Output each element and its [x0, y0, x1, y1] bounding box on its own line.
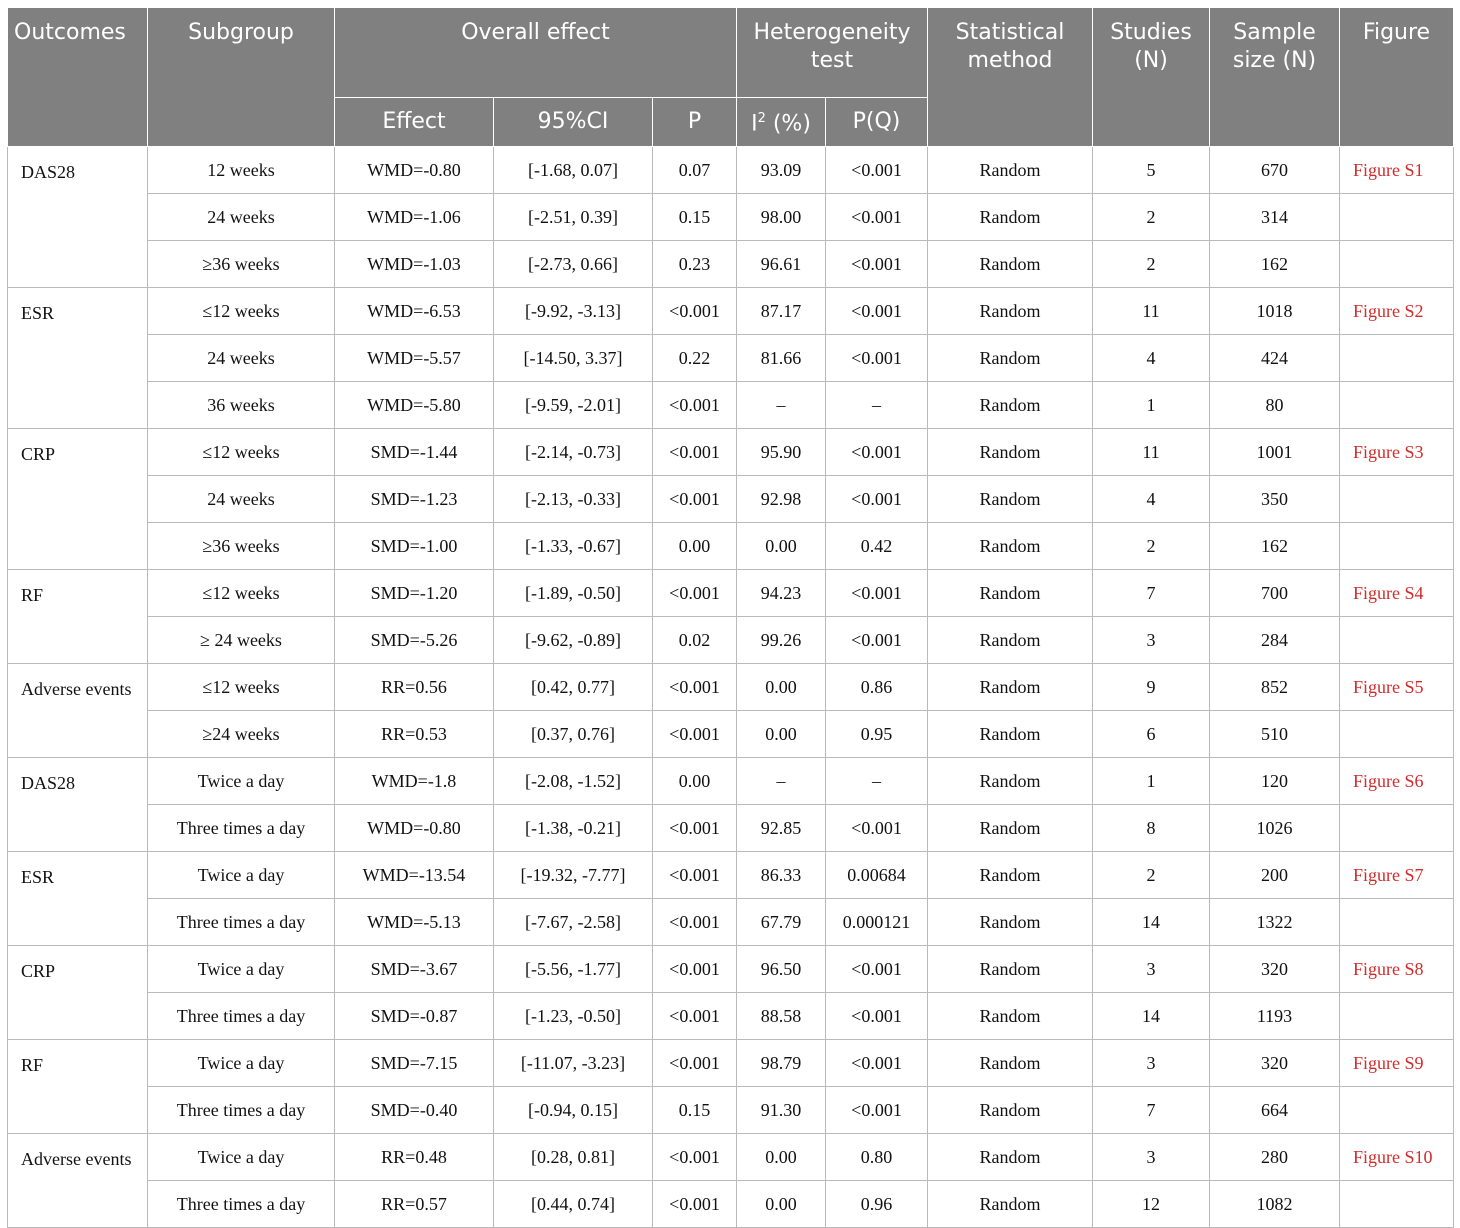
header-sample-size [1210, 8, 1340, 147]
table-row [8, 523, 1454, 570]
cell-studies: 11 [1093, 429, 1210, 476]
cell-method: Random [928, 1181, 1093, 1228]
cell-sample: 1018 [1210, 288, 1340, 335]
cell-method: Random [928, 617, 1093, 664]
cell-studies: 3 [1093, 1040, 1210, 1087]
cell-method: Random [928, 194, 1093, 241]
cell-method: Random [928, 241, 1093, 288]
cell-subgroup: Twice a day [148, 946, 335, 993]
cell-i2: 88.58 [737, 993, 826, 1040]
cell-ci: [-9.92, -3.13] [494, 288, 653, 335]
cell-pq: 0.42 [826, 523, 928, 570]
cell-i2: 92.85 [737, 805, 826, 852]
cell-studies: 7 [1093, 1087, 1210, 1134]
cell-ci: [-7.67, -2.58] [494, 899, 653, 946]
cell-effect: SMD=-0.40 [335, 1087, 494, 1134]
table-body [8, 147, 1454, 1228]
table-row [8, 711, 1454, 758]
cell-p: 0.15 [653, 1087, 737, 1134]
cell-p: 0.00 [653, 523, 737, 570]
cell-pq: <0.001 [826, 241, 928, 288]
header-sample-line2: size (N) [1232, 48, 1317, 73]
cell-i2: 93.09 [737, 147, 826, 194]
cell-subgroup: ≤12 weeks [148, 429, 335, 476]
cell-ci: [-1.38, -0.21] [494, 805, 653, 852]
table-row [8, 382, 1454, 429]
table-row [8, 1181, 1454, 1228]
cell-method: Random [928, 993, 1093, 1040]
cell-p: 0.22 [653, 335, 737, 382]
cell-studies: 4 [1093, 476, 1210, 523]
cell-method: Random [928, 476, 1093, 523]
cell-method: Random [928, 382, 1093, 429]
cell-studies: 9 [1093, 664, 1210, 711]
cell-sample: 350 [1210, 476, 1340, 523]
cell-i2: 96.50 [737, 946, 826, 993]
cell-ci: [-2.73, 0.66] [494, 241, 653, 288]
cell-subgroup: 12 weeks [148, 147, 335, 194]
cell-i2: 0.00 [737, 523, 826, 570]
cell-studies: 5 [1093, 147, 1210, 194]
cell-sample: 510 [1210, 711, 1340, 758]
cell-subgroup: ≤12 weeks [148, 664, 335, 711]
cell-effect: WMD=-0.80 [335, 147, 494, 194]
table-row [8, 1087, 1454, 1134]
cell-effect: WMD=-1.06 [335, 194, 494, 241]
header-studies-line2: (N) [1134, 48, 1168, 73]
cell-subgroup: Twice a day [148, 758, 335, 805]
cell-subgroup: Three times a day [148, 993, 335, 1040]
cell-studies: 1 [1093, 758, 1210, 805]
cell-outcome: DAS28 [8, 758, 148, 852]
cell-p: <0.001 [653, 852, 737, 899]
cell-i2: 86.33 [737, 852, 826, 899]
cell-sample: 424 [1210, 335, 1340, 382]
cell-pq: 0.95 [826, 711, 928, 758]
table-row [8, 1040, 1454, 1087]
header-i2-base: I [751, 111, 758, 137]
cell-effect: WMD=-1.8 [335, 758, 494, 805]
cell-effect: WMD=-13.54 [335, 852, 494, 899]
cell-p: <0.001 [653, 946, 737, 993]
cell-p: <0.001 [653, 1134, 737, 1181]
header-studies [1093, 8, 1210, 147]
cell-effect: WMD=-0.80 [335, 805, 494, 852]
cell-sample: 200 [1210, 852, 1340, 899]
cell-p: 0.23 [653, 241, 737, 288]
header-statistical-method [928, 8, 1093, 147]
cell-pq: 0.000121 [826, 899, 928, 946]
cell-i2: – [737, 382, 826, 429]
cell-ci: [-9.62, -0.89] [494, 617, 653, 664]
cell-studies: 2 [1093, 241, 1210, 288]
header-heterogeneity [737, 8, 928, 98]
cell-pq: 0.00684 [826, 852, 928, 899]
cell-figure-empty [1340, 711, 1454, 758]
cell-outcome: Adverse events [8, 1134, 148, 1228]
cell-method: Random [928, 335, 1093, 382]
cell-ci: [0.28, 0.81] [494, 1134, 653, 1181]
cell-sample: 664 [1210, 1087, 1340, 1134]
cell-method: Random [928, 758, 1093, 805]
cell-ci: [-19.32, -7.77] [494, 852, 653, 899]
table-row [8, 852, 1454, 899]
cell-p: 0.15 [653, 194, 737, 241]
cell-method: Random [928, 523, 1093, 570]
cell-figure-empty [1340, 805, 1454, 852]
cell-figure-empty [1340, 335, 1454, 382]
cell-studies: 3 [1093, 946, 1210, 993]
figure-link[interactable]: Figure S6 [1340, 758, 1454, 805]
cell-i2: 0.00 [737, 1134, 826, 1181]
cell-figure-empty [1340, 241, 1454, 288]
cell-pq: – [826, 758, 928, 805]
figure-link[interactable]: Figure S7 [1340, 852, 1454, 899]
cell-p: <0.001 [653, 429, 737, 476]
cell-figure-empty [1340, 617, 1454, 664]
cell-pq: <0.001 [826, 993, 928, 1040]
cell-i2: 0.00 [737, 1181, 826, 1228]
cell-p: <0.001 [653, 1181, 737, 1228]
cell-p: <0.001 [653, 570, 737, 617]
table-row [8, 993, 1454, 1040]
header-sample-line1: Sample [1233, 20, 1316, 45]
header-subgroup: Subgroup [148, 8, 335, 147]
cell-p: <0.001 [653, 382, 737, 429]
cell-subgroup: ≤12 weeks [148, 288, 335, 335]
cell-studies: 2 [1093, 523, 1210, 570]
cell-figure-empty [1340, 194, 1454, 241]
cell-method: Random [928, 664, 1093, 711]
cell-studies: 3 [1093, 1134, 1210, 1181]
cell-i2: 94.23 [737, 570, 826, 617]
cell-i2: 87.17 [737, 288, 826, 335]
cell-studies: 1 [1093, 382, 1210, 429]
cell-subgroup: ≥24 weeks [148, 711, 335, 758]
cell-sample: 700 [1210, 570, 1340, 617]
cell-pq: <0.001 [826, 288, 928, 335]
cell-figure-empty [1340, 1181, 1454, 1228]
header-i2 [737, 98, 826, 147]
cell-effect: RR=0.57 [335, 1181, 494, 1228]
cell-effect: SMD=-1.00 [335, 523, 494, 570]
cell-sample: 320 [1210, 946, 1340, 993]
cell-method: Random [928, 852, 1093, 899]
cell-outcome: CRP [8, 429, 148, 570]
cell-subgroup: Three times a day [148, 1087, 335, 1134]
cell-pq: – [826, 382, 928, 429]
cell-method: Random [928, 1040, 1093, 1087]
cell-studies: 6 [1093, 711, 1210, 758]
cell-effect: SMD=-1.44 [335, 429, 494, 476]
cell-i2: 67.79 [737, 899, 826, 946]
cell-pq: <0.001 [826, 429, 928, 476]
cell-sample: 852 [1210, 664, 1340, 711]
cell-subgroup: 24 weeks [148, 476, 335, 523]
cell-studies: 4 [1093, 335, 1210, 382]
header-studies-line1: Studies [1110, 20, 1192, 45]
figure-link[interactable]: Figure S8 [1340, 946, 1454, 993]
cell-p: <0.001 [653, 1040, 737, 1087]
cell-pq: <0.001 [826, 476, 928, 523]
cell-effect: WMD=-6.53 [335, 288, 494, 335]
cell-effect: SMD=-7.15 [335, 1040, 494, 1087]
header-heterogeneity-line2: test [810, 48, 854, 73]
cell-subgroup: 24 weeks [148, 335, 335, 382]
cell-subgroup: Three times a day [148, 1181, 335, 1228]
cell-ci: [-2.14, -0.73] [494, 429, 653, 476]
header-pq: P(Q) [826, 98, 928, 147]
cell-sample: 314 [1210, 194, 1340, 241]
cell-subgroup: 24 weeks [148, 194, 335, 241]
header-p: P [653, 98, 737, 147]
table-row [8, 194, 1454, 241]
header-stat-line1: Statistical [955, 20, 1065, 45]
cell-studies: 12 [1093, 1181, 1210, 1228]
cell-p: <0.001 [653, 288, 737, 335]
cell-i2: – [737, 758, 826, 805]
table-row [8, 570, 1454, 617]
cell-p: <0.001 [653, 805, 737, 852]
header-stat-line2: method [967, 48, 1053, 73]
cell-sample: 1026 [1210, 805, 1340, 852]
cell-pq: 0.96 [826, 1181, 928, 1228]
cell-effect: SMD=-1.23 [335, 476, 494, 523]
cell-studies: 14 [1093, 993, 1210, 1040]
cell-effect: SMD=-3.67 [335, 946, 494, 993]
cell-sample: 162 [1210, 523, 1340, 570]
cell-p: 0.00 [653, 758, 737, 805]
cell-method: Random [928, 1134, 1093, 1181]
figure-link[interactable]: Figure S3 [1340, 429, 1454, 476]
cell-p: <0.001 [653, 993, 737, 1040]
cell-outcome: RF [8, 570, 148, 664]
cell-method: Random [928, 570, 1093, 617]
cell-effect: RR=0.53 [335, 711, 494, 758]
figure-link[interactable]: Figure S9 [1340, 1040, 1454, 1087]
cell-outcome: CRP [8, 946, 148, 1040]
table-row [8, 758, 1454, 805]
cell-effect: WMD=-5.80 [335, 382, 494, 429]
table-header [8, 8, 1454, 147]
cell-ci: [0.44, 0.74] [494, 1181, 653, 1228]
cell-pq: <0.001 [826, 194, 928, 241]
cell-studies: 14 [1093, 899, 1210, 946]
cell-method: Random [928, 946, 1093, 993]
figure-link[interactable]: Figure S1 [1340, 147, 1454, 194]
cell-i2: 92.98 [737, 476, 826, 523]
cell-method: Random [928, 288, 1093, 335]
cell-studies: 7 [1093, 570, 1210, 617]
table-row [8, 288, 1454, 335]
table-row [8, 147, 1454, 194]
cell-effect: WMD=-5.57 [335, 335, 494, 382]
cell-i2: 98.79 [737, 1040, 826, 1087]
cell-method: Random [928, 147, 1093, 194]
cell-subgroup: 36 weeks [148, 382, 335, 429]
cell-subgroup: Twice a day [148, 852, 335, 899]
cell-ci: [-1.68, 0.07] [494, 147, 653, 194]
figure-link[interactable]: Figure S4 [1340, 570, 1454, 617]
cell-sample: 670 [1210, 147, 1340, 194]
cell-pq: <0.001 [826, 1040, 928, 1087]
cell-effect: WMD=-1.03 [335, 241, 494, 288]
cell-p: <0.001 [653, 899, 737, 946]
cell-ci: [-2.08, -1.52] [494, 758, 653, 805]
cell-subgroup: Three times a day [148, 899, 335, 946]
cell-figure-empty [1340, 899, 1454, 946]
header-heterogeneity-line1: Heterogeneity [753, 20, 911, 45]
cell-effect: SMD=-5.26 [335, 617, 494, 664]
cell-i2: 91.30 [737, 1087, 826, 1134]
cell-ci: [-0.94, 0.15] [494, 1087, 653, 1134]
cell-i2: 81.66 [737, 335, 826, 382]
cell-effect: SMD=-0.87 [335, 993, 494, 1040]
cell-figure-empty [1340, 993, 1454, 1040]
cell-pq: <0.001 [826, 805, 928, 852]
cell-studies: 2 [1093, 852, 1210, 899]
cell-method: Random [928, 805, 1093, 852]
table-row [8, 429, 1454, 476]
cell-pq: 0.80 [826, 1134, 928, 1181]
cell-sample: 1193 [1210, 993, 1340, 1040]
cell-studies: 2 [1093, 194, 1210, 241]
figure-link[interactable]: Figure S2 [1340, 288, 1454, 335]
cell-ci: [-5.56, -1.77] [494, 946, 653, 993]
cell-sample: 162 [1210, 241, 1340, 288]
cell-figure-empty [1340, 1087, 1454, 1134]
cell-pq: <0.001 [826, 617, 928, 664]
header-effect: Effect [335, 98, 494, 147]
table-row [8, 335, 1454, 382]
cell-p: <0.001 [653, 711, 737, 758]
cell-sample: 284 [1210, 617, 1340, 664]
cell-ci: [-2.51, 0.39] [494, 194, 653, 241]
cell-pq: <0.001 [826, 570, 928, 617]
cell-i2: 96.61 [737, 241, 826, 288]
cell-pq: <0.001 [826, 946, 928, 993]
cell-sample: 120 [1210, 758, 1340, 805]
cell-subgroup: Twice a day [148, 1040, 335, 1087]
header-overall-effect: Overall effect [335, 8, 737, 98]
cell-outcome: ESR [8, 288, 148, 429]
cell-subgroup: ≥36 weeks [148, 523, 335, 570]
cell-p: <0.001 [653, 664, 737, 711]
cell-i2: 99.26 [737, 617, 826, 664]
cell-outcome: ESR [8, 852, 148, 946]
cell-outcome: RF [8, 1040, 148, 1134]
cell-studies: 11 [1093, 288, 1210, 335]
cell-effect: WMD=-5.13 [335, 899, 494, 946]
cell-p: 0.02 [653, 617, 737, 664]
table-row [8, 241, 1454, 288]
cell-i2: 95.90 [737, 429, 826, 476]
header-ci: 95%CI [494, 98, 653, 147]
header-figure: Figure [1340, 8, 1454, 147]
cell-ci: [-9.59, -2.01] [494, 382, 653, 429]
cell-subgroup: ≥ 24 weeks [148, 617, 335, 664]
cell-figure-empty [1340, 523, 1454, 570]
table-row [8, 1134, 1454, 1181]
table-row [8, 899, 1454, 946]
table-row [8, 946, 1454, 993]
cell-subgroup: ≤12 weeks [148, 570, 335, 617]
table-row [8, 664, 1454, 711]
cell-p: 0.07 [653, 147, 737, 194]
cell-sample: 1082 [1210, 1181, 1340, 1228]
cell-method: Random [928, 1087, 1093, 1134]
cell-method: Random [928, 429, 1093, 476]
cell-sample: 280 [1210, 1134, 1340, 1181]
cell-sample: 1001 [1210, 429, 1340, 476]
cell-outcome: Adverse events [8, 664, 148, 758]
cell-figure-empty [1340, 476, 1454, 523]
cell-sample: 80 [1210, 382, 1340, 429]
cell-i2: 0.00 [737, 664, 826, 711]
cell-ci: [-1.23, -0.50] [494, 993, 653, 1040]
cell-pq: <0.001 [826, 1087, 928, 1134]
cell-ci: [-14.50, 3.37] [494, 335, 653, 382]
cell-pq: <0.001 [826, 335, 928, 382]
cell-p: <0.001 [653, 476, 737, 523]
table-row [8, 805, 1454, 852]
cell-pq: 0.86 [826, 664, 928, 711]
cell-ci: [0.37, 0.76] [494, 711, 653, 758]
cell-subgroup: Twice a day [148, 1134, 335, 1181]
header-i2-unit: (%) [765, 111, 811, 137]
cell-ci: [-11.07, -3.23] [494, 1040, 653, 1087]
cell-effect: RR=0.56 [335, 664, 494, 711]
header-outcomes: Outcomes [8, 8, 148, 147]
figure-link[interactable]: Figure S10 [1340, 1134, 1454, 1181]
table-row [8, 476, 1454, 523]
cell-method: Random [928, 711, 1093, 758]
cell-sample: 1322 [1210, 899, 1340, 946]
header-i2-sup: 2 [757, 111, 766, 127]
table-row [8, 617, 1454, 664]
results-table [7, 7, 1454, 1228]
cell-sample: 320 [1210, 1040, 1340, 1087]
cell-studies: 3 [1093, 617, 1210, 664]
cell-outcome: DAS28 [8, 147, 148, 288]
cell-ci: [-2.13, -0.33] [494, 476, 653, 523]
figure-link[interactable]: Figure S5 [1340, 664, 1454, 711]
cell-subgroup: ≥36 weeks [148, 241, 335, 288]
cell-ci: [0.42, 0.77] [494, 664, 653, 711]
cell-method: Random [928, 899, 1093, 946]
cell-i2: 0.00 [737, 711, 826, 758]
cell-effect: RR=0.48 [335, 1134, 494, 1181]
cell-figure-empty [1340, 382, 1454, 429]
cell-subgroup: Three times a day [148, 805, 335, 852]
cell-i2: 98.00 [737, 194, 826, 241]
cell-effect: SMD=-1.20 [335, 570, 494, 617]
cell-ci: [-1.89, -0.50] [494, 570, 653, 617]
cell-ci: [-1.33, -0.67] [494, 523, 653, 570]
cell-pq: <0.001 [826, 147, 928, 194]
cell-studies: 8 [1093, 805, 1210, 852]
